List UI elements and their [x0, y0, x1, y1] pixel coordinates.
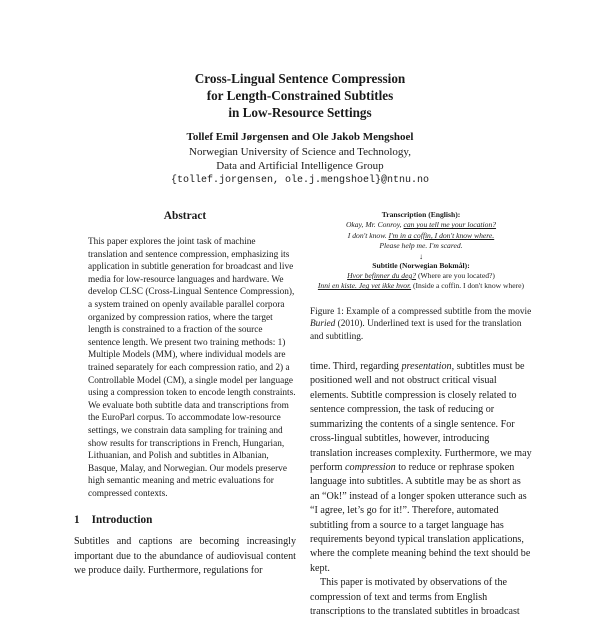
paper-title: [0, 70, 600, 121]
transcription-heading: Transcription (English):: [381, 210, 461, 219]
paragraph-1-part-c: to reduce or rephrase spoken language into subtitles. A subtitle may be as short as an “Ok!” instead of a longer spoken utterance such as “I agree, let’s go for it!”. Therefore, automated subtitling from a source to a target language has requirements beyond typical translation applications, where the complete meaning behind the text should be kept.: [310, 461, 531, 574]
affiliation-line-1: Norwegian University of Science and Technology,: [189, 145, 411, 158]
section-number: 1: [74, 514, 80, 527]
paragraph-1: [310, 360, 532, 576]
subtitle-line-2: [310, 281, 532, 291]
title-line-2: for Length-Constrained Subtitles: [206, 88, 394, 103]
title-line-3: in Low-Resource Settings: [228, 105, 372, 120]
transcription-line-2: [310, 231, 532, 241]
caption-movie-title: Buried: [310, 319, 336, 330]
left-column: [74, 210, 296, 579]
paragraph-1-emphasis-2: compression: [345, 461, 396, 473]
caption-part-1: Figure 1: Example of a compressed subtitle from the movie: [310, 306, 532, 317]
subtitle-line-1-norwegian: Hvor befinner du deg?: [347, 271, 417, 281]
transcription-line-3: Please help me. I'm scared.: [379, 241, 463, 251]
abstract-heading: Abstract: [163, 210, 207, 222]
title-line-1: Cross-Lingual Sentence Compression: [194, 71, 406, 86]
paragraph-1-part-b: , subtitles must be positioned well and not obstruct critical visual elements. Subtitle compression is closely related to sentence compression, the task of reducing or summarizing the contents of a single sentence. For cross-lingual subtitles, however, introducing translation increases complexity. Furthermore, we may perform: [310, 361, 532, 473]
author-email: {tollef.jorgensen, ole.j.mengshoel}@ntnu.no: [170, 174, 430, 186]
author-block: [0, 130, 600, 188]
paragraph-1-emphasis-1: presentation: [401, 361, 452, 373]
caption-part-2: (2010). Underlined text is used for the translation and subtitling.: [310, 319, 522, 342]
figure-caption: [310, 306, 532, 343]
subtitle-heading: Subtitle (Norwegian Bokmål):: [372, 260, 470, 270]
transcription-line-1-underlined: can you tell me your location?: [403, 220, 497, 230]
transcription-line-2-underlined: I'm in a coffin, I don't know where.: [388, 230, 495, 240]
transcription-line-2-plain: I don't know.: [347, 230, 389, 240]
subtitle-line-2-norwegian: Inni en kiste. Jeg vet ikke hvor.: [317, 281, 412, 291]
affiliation-line-2: Data and Artificial Intelligence Group: [216, 160, 384, 172]
introduction-text: Subtitles and captions are becoming increasingly important due to the abundance of audiovisual content we produce daily. Furthermore, regulations for: [74, 536, 296, 577]
subtitle-line-2-gloss: (Inside a coffin. I don't know where): [411, 281, 525, 291]
transcription-line-1-plain: Okay, Mr. Conroy,: [345, 220, 404, 230]
author-names: Tollef Emil Jørgensen and Ole Jakob Mengshoel: [186, 131, 414, 143]
figure-1: [310, 210, 532, 292]
abstract-text: This paper explores the joint task of machine translation and sentence compression, emphasizing its application in subtitle generation for broadcast and live media for low-resource languages and hardware. We develop CLSC (Cross-Lingual Sentence Compression), a system trained on openly available parallel corpora organized by compression ratios, where the target length is constrained to a fraction of the source sentence length. We present two training methods: 1) Multiple Models (MM), where individual models are trained separately for each compression ratio, and 2) a Controllable Model (CM), a single model per language using a compression token to encode length constraints. We evaluate both subtitle data and transcriptions from the EuroParl corpus. To accommodate low-resource settings, we constrain data sampling for training and show results for transcriptions in French, Hungarian, Lithuanian, and Polish and subtitles in Albanian, Basque, Malay, and Norwegian. Our models preserve high semantic meaning and metric evaluations for compressed contexts.: [88, 237, 296, 499]
right-column: [310, 210, 532, 619]
paragraph-2: This paper is motivated by observations of the compression of text and terms from English transcriptions to the translated subtitles in broadcast: [310, 577, 520, 617]
section-heading-introduction: [74, 514, 296, 526]
right-body-text: [310, 360, 532, 619]
down-arrow-icon: ↓: [419, 251, 423, 261]
section-title: Introduction: [91, 514, 153, 527]
subtitle-line-1: [310, 271, 532, 281]
transcription-line-1: [310, 220, 532, 230]
subtitle-line-1-gloss: (Where are you located?): [416, 271, 495, 281]
paragraph-1-part-a: time. Third, regarding: [310, 361, 402, 373]
